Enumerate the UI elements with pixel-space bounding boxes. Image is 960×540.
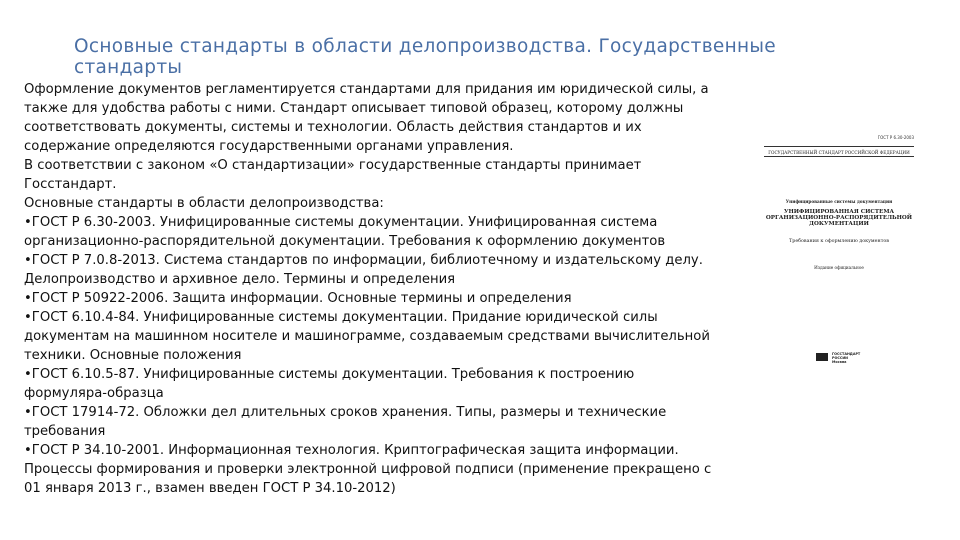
standard-item-gost-r-7-0-8-2013: •ГОСТ Р 7.0.8-2013. Система стандартов по информации, библиотечному и издательскому делу. Делопроизводство и архивное дело. Термины и определения [24, 253, 703, 287]
standard-item-gost-r-34-10-2001: •ГОСТ Р 34.10-2001. Информационная технология. Криптографическая защита информации. Процессы формирования и проверки электронной цифровой подписи (применение прекращено с 01 января 2013 г., взамен введен ГОСТ Р 34.10-2012) [24, 443, 712, 496]
standard-item-gost-17914-72: •ГОСТ 17914-72. Обложки дел длительных сроков хранения. Типы, размеры и технические требования [24, 405, 667, 439]
slide-title: Основные стандарты в области делопроизводства. Государственные стандарты [74, 36, 776, 78]
intro-paragraph: Оформление документов регламентируется стандартами для придания им юридической силы, а также для удобства работы с ними. Стандарт описывает типовой образец, которому должны соответствовать документы, системы и технологии. Область действия стандартов и их содержание определяются государственными органами управления. [24, 82, 709, 154]
thumbnail-header: ГОСУДАРСТВЕННЫЙ СТАНДАРТ РОССИЙСКОЙ ФЕДЕРАЦИИ [768, 150, 910, 155]
standard-item-gost-r-6-30-2003: •ГОСТ Р 6.30-2003. Унифицированные системы документации. Унифицированная система организационно-распорядительной документации. Требования к оформлению документов [24, 215, 666, 249]
law-paragraph: В соответствии с законом «О стандартизации» государственные стандарты принимает Госстандарт. [24, 158, 642, 192]
standard-item-gost-r-50922-2006: •ГОСТ Р 50922-2006. Защита информации. Основные термины и определения [24, 291, 572, 306]
thumbnail-rule-bottom [764, 156, 914, 157]
thumbnail-rule-top [764, 146, 914, 147]
thumbnail-publisher: ГОССТАНДАРТ РОССИИ Москва [832, 352, 861, 364]
gosstandart-logo-icon [816, 353, 828, 361]
thumbnail-code: ГОСТ Р 6.30-2003 [877, 135, 914, 140]
thumbnail-edition: Издание официальное [814, 265, 864, 270]
standards-heading: Основные стандарты в области делопроизводства: [24, 196, 384, 211]
thumbnail-series: Унифицированные системы документации [785, 199, 893, 204]
standard-item-gost-6-10-5-87: •ГОСТ 6.10.5-87. Унифицированные системы документации. Требования к построению формуляра-образца [24, 367, 635, 401]
thumbnail-subtitle: Требования к оформлению документов [789, 239, 889, 244]
standard-item-gost-6-10-4-84: •ГОСТ 6.10.4-84. Унифицированные системы документации. Придание юридической силы документам на машинном носителе и машинограмме, создаваемым средствами вычислительной техники. Основные положения [24, 310, 710, 363]
body-text [24, 80, 714, 498]
gost-document-cover-image [750, 123, 928, 376]
thumbnail-main-title: УНИФИЦИРОВАННАЯ СИСТЕМА ОРГАНИЗАЦИОННО-РАСПОРЯДИТЕЛЬНОЙ ДОКУМЕНТАЦИИ [765, 209, 913, 228]
